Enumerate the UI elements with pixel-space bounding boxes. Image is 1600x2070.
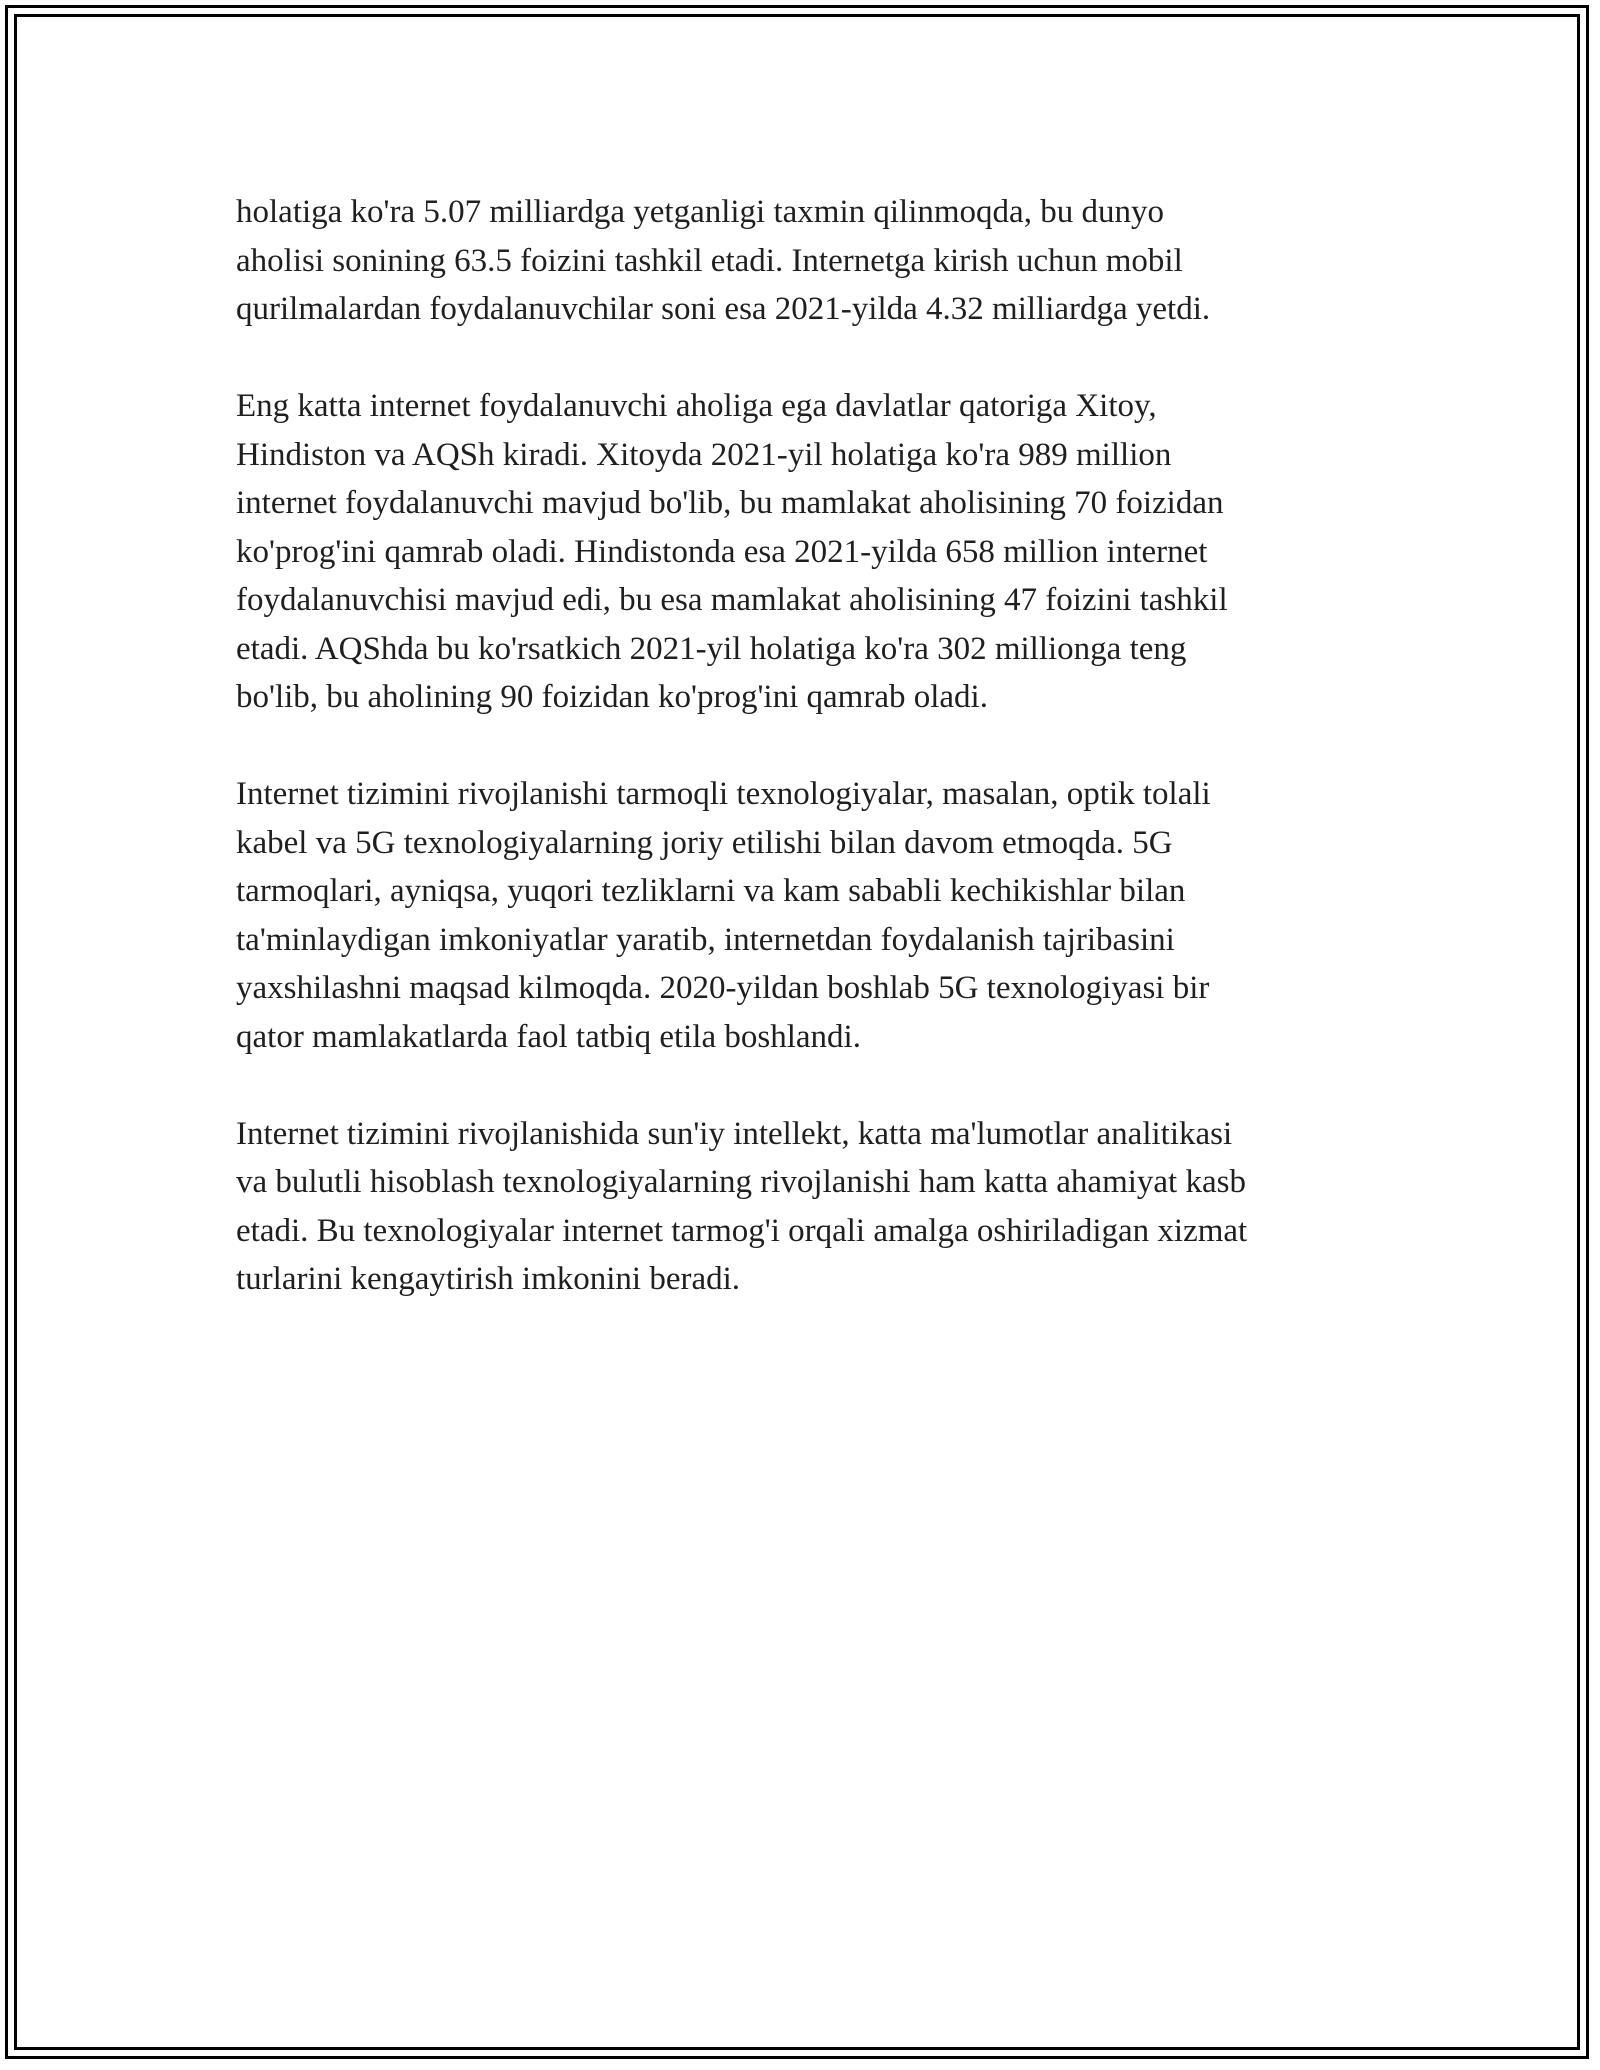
- paragraph-network-technologies: Internet tizimini rivojlanishi tarmoqli texnologiyalar, masalan, optik tolali kabel va 5G texnologiyalarning joriy etilishi bilan davom etmoqda. 5G tarmoqlari, ayniqsa, yuqori tezliklarni va kam sababli kechikishlar bilan ta'minlaydigan imkoniyatlar yaratib, internetdan foydalanish tajribasini yaxshilashni maqsad kilmoqda. 2020-yildan boshlab 5G texnologiyasi bir qator mamlakatlarda faol tatbiq etila boshlandi.: [236, 776, 1211, 1055]
- paragraph-ai-bigdata-cloud: Internet tizimini rivojlanishida sun'iy intellekt, katta ma'lumotlar analitikasi va bulutli hisoblash texnologiyalarning rivojlanishi ham katta ahamiyat kasb etadi. Bu texnologiyalar internet tarmog'i orqali amalga oshiriladigan xizmat turlarini kengaytirish imkonini beradi.: [236, 1115, 1248, 1297]
- paragraph-internet-users-worldwide: holatiga ko'ra 5.07 milliardga yetganligi taxmin qilinmoqda, bu dunyo aholisi sonining 63.5 foizini tashkil etadi. Internetga kirish uchun mobil qurilmalardan foydalanuvchilar soni esa 2021-yilda 4.32 milliardga yetdi.: [236, 194, 1211, 327]
- document-body: [236, 188, 1366, 1352]
- paragraph-top-countries: Eng katta internet foydalanuvchi aholiga ega davlatlar qatoriga Xitoy, Hindiston va AQSh kiradi. Xitoyda 2021-yil holatiga ko'ra 989 million internet foydalanuvchi mavjud bo'lib, bu mamlakat aholisining 70 foizidan ko'prog'ini qamrab oladi. Hindistonda esa 2021-yilda 658 million internet foydalanuvchisi mavjud edi, bu esa mamlakat aholisining 47 foizini tashkil etadi. AQShda bu ko'rsatkich 2021-yil holatiga ko'ra 302 millionga teng bo'lib, bu aholining 90 foizidan ko'prog'ini qamrab oladi.: [236, 388, 1228, 715]
